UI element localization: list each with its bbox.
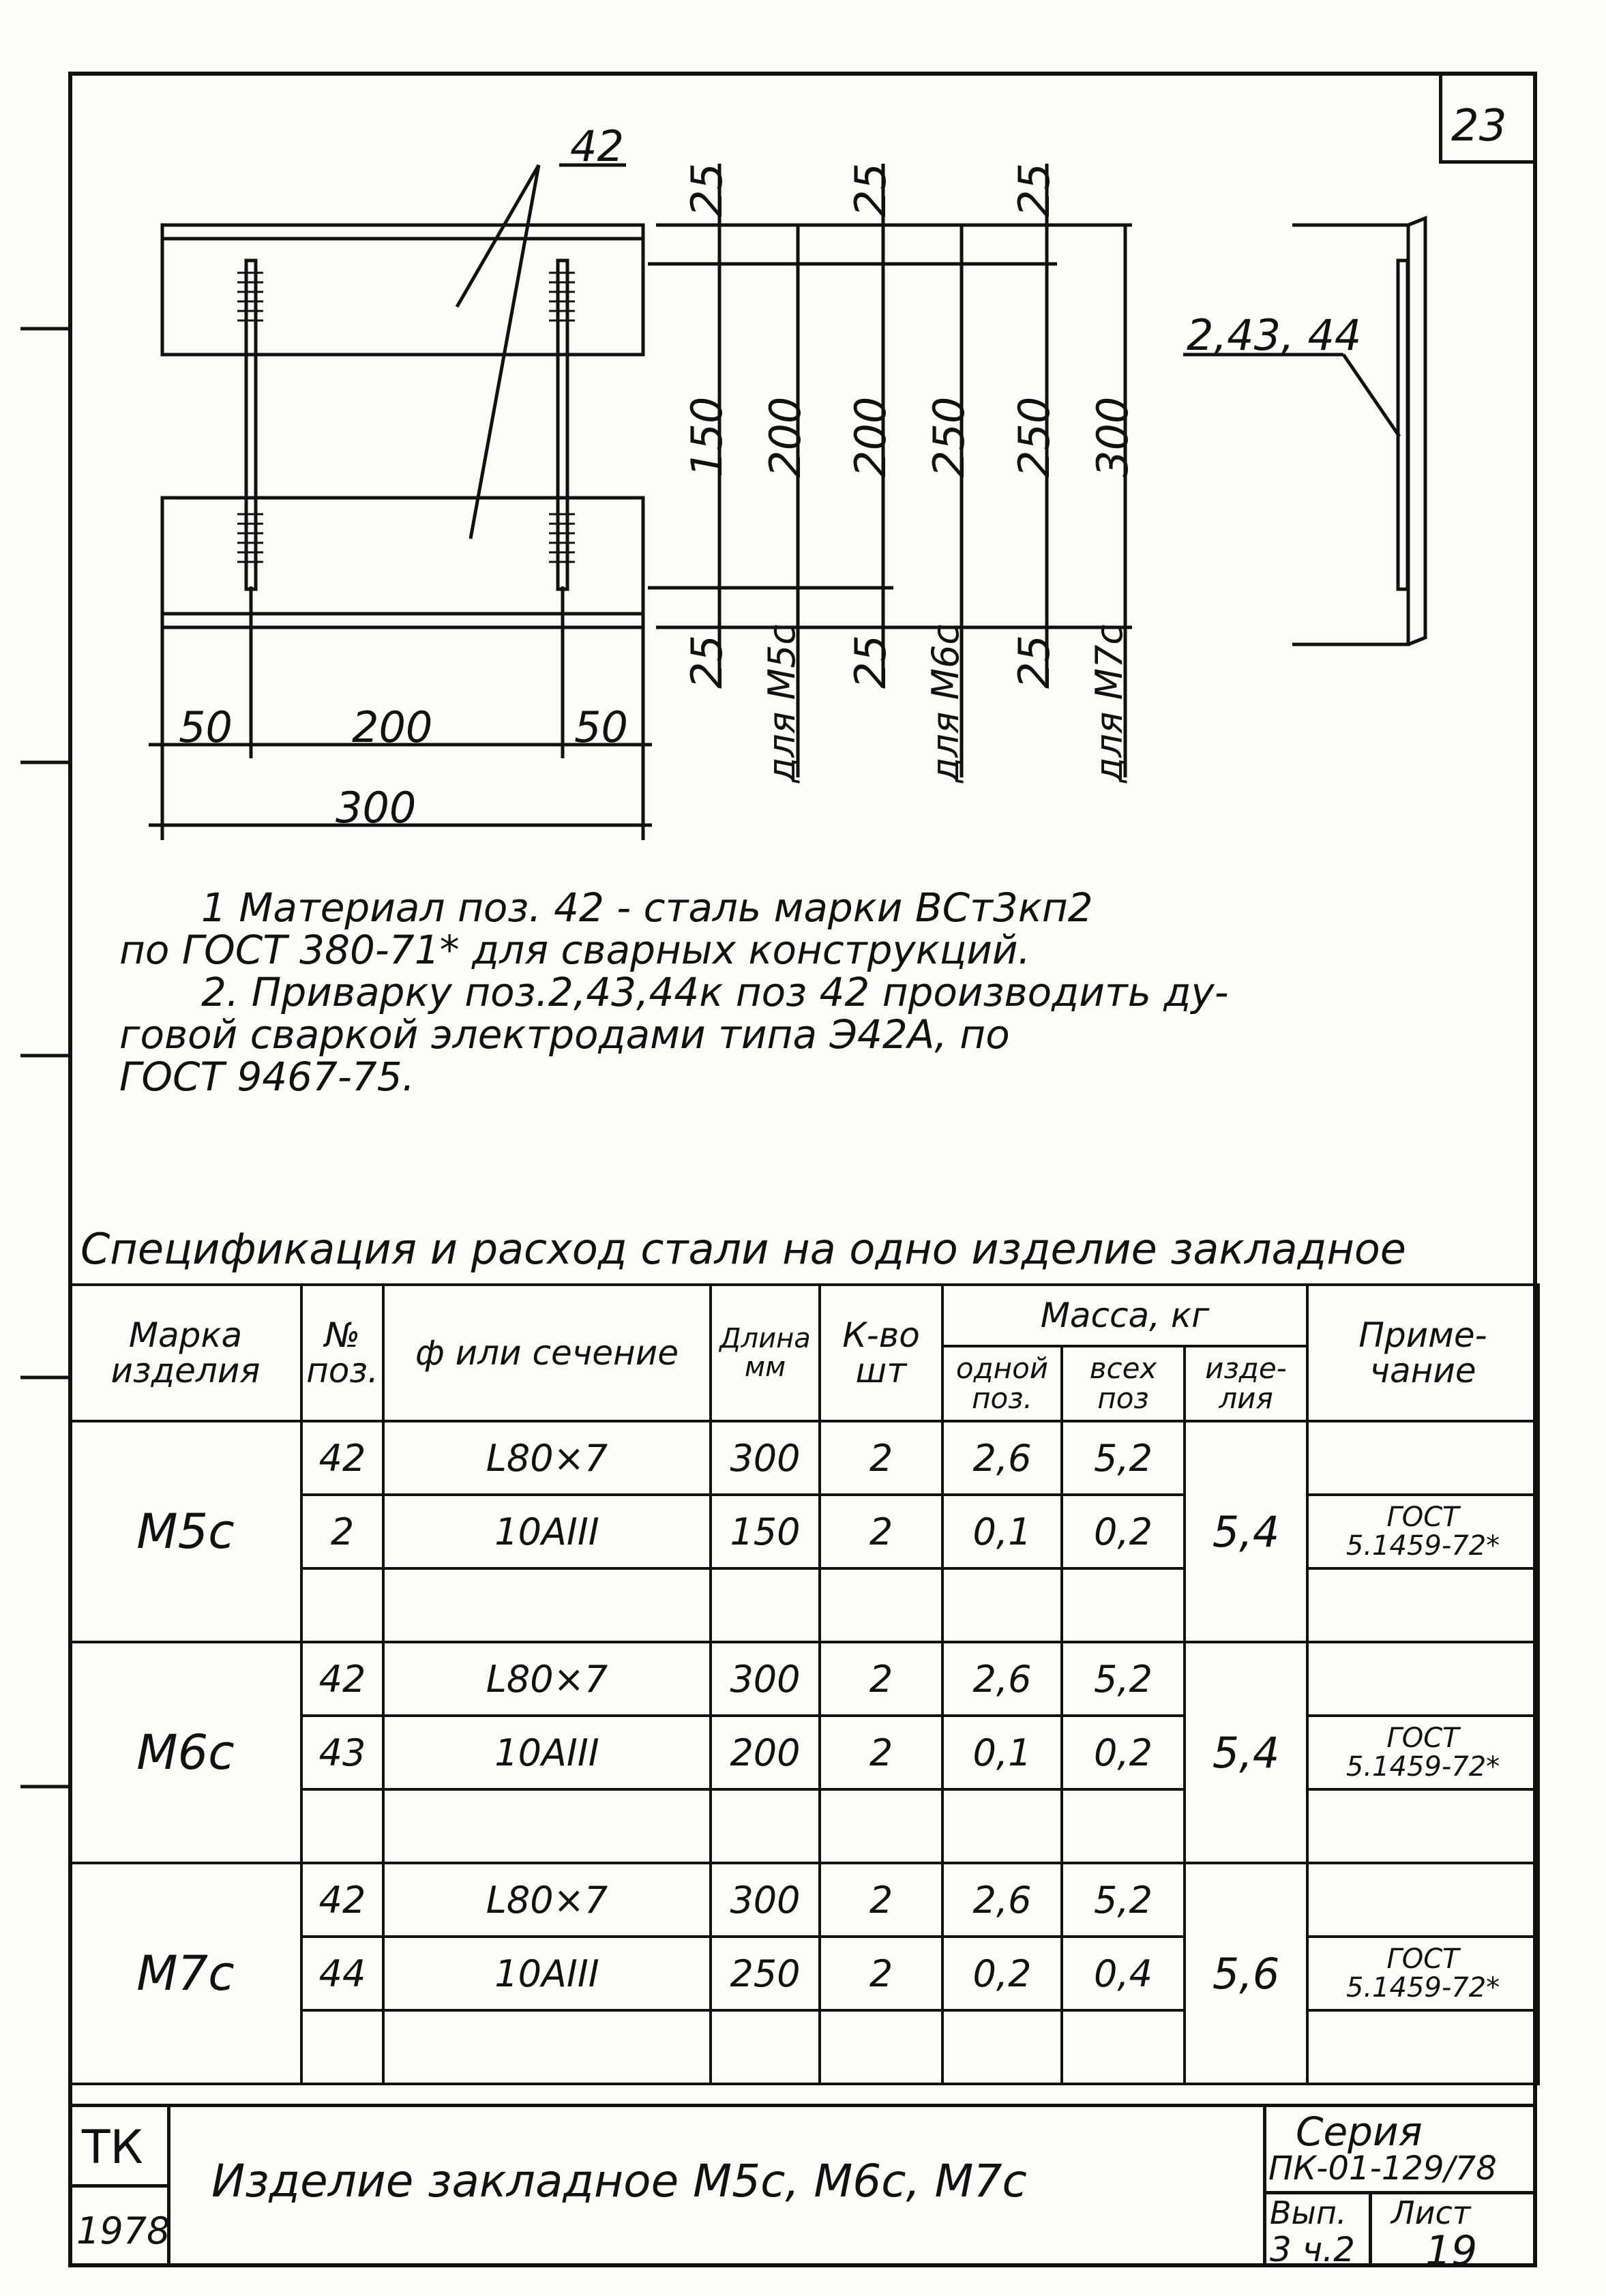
cell-length: 300 — [711, 1863, 820, 1937]
dim-200: 200 — [352, 702, 433, 752]
dim-25-bottom-1: 25 — [682, 635, 732, 689]
cell-pos: 2 — [301, 1495, 383, 1568]
cell-pos: 42 — [301, 1421, 383, 1495]
dim-50-right: 50 — [574, 702, 628, 752]
cell-section: L80×7 — [383, 1863, 711, 1937]
org-code: ТК — [82, 2121, 143, 2175]
cell-empty — [942, 1568, 1062, 1642]
document-title: Изделие закладное М5с, М6с, М7с — [211, 2155, 1027, 2207]
cell-empty — [1307, 2010, 1538, 2084]
cell-empty — [1062, 2010, 1185, 2084]
cell-qty: 2 — [820, 1716, 942, 1789]
dim-25-bottom-2: 25 — [846, 635, 895, 689]
dim-25-top-1: 25 — [682, 163, 732, 217]
cell-empty — [1307, 1568, 1538, 1642]
header-pos: № поз. — [301, 1285, 383, 1421]
cell-qty: 2 — [820, 1421, 942, 1495]
spec-table — [68, 1283, 1540, 2085]
cell-empty — [301, 1789, 383, 1863]
sheet-label: Лист — [1391, 2194, 1471, 2231]
dim-300-overall: 300 — [336, 783, 417, 833]
cell-empty — [1307, 1789, 1538, 1863]
note-gost: ГОСТ — [1386, 1943, 1459, 1975]
cell-qty: 2 — [820, 1863, 942, 1937]
label-for-m5c: для М5с — [760, 624, 803, 783]
series-value: ПК-01-129/78 — [1268, 2149, 1497, 2188]
header-mass-all: всех поз — [1062, 1346, 1185, 1421]
header-mass: Масса, кг — [942, 1285, 1307, 1346]
cell-mass-all: 0,4 — [1062, 1937, 1185, 2010]
cell-empty — [711, 1568, 820, 1642]
note-gost-number: 5.1459-72* — [1345, 1530, 1500, 1562]
cell-note-empty — [1307, 1421, 1538, 1495]
cell-length: 250 — [711, 1937, 820, 2010]
header-qty: К-во шт — [820, 1285, 942, 1421]
cell-mass-one: 2,6 — [942, 1863, 1062, 1937]
cell-pos: 42 — [301, 1642, 383, 1716]
cell-mass-all: 0,2 — [1062, 1716, 1185, 1789]
cell-mass-one: 2,6 — [942, 1421, 1062, 1495]
cell-section: 10AIII — [383, 1716, 711, 1789]
cell-empty — [1062, 1568, 1185, 1642]
cell-pos: 43 — [301, 1716, 383, 1789]
dim-300: 300 — [1088, 396, 1137, 477]
cell-empty — [383, 2010, 711, 2084]
cell-empty — [820, 1789, 942, 1863]
cell-mass-one: 2,6 — [942, 1642, 1062, 1716]
leader-label-42: 42 — [570, 121, 624, 171]
cell-mass-all: 5,2 — [1062, 1863, 1185, 1937]
top-angle-plate — [162, 225, 643, 355]
issue-label: Вып. — [1270, 2194, 1347, 2231]
cell-mass-one: 0,1 — [942, 1495, 1062, 1568]
cell-note — [1307, 1716, 1538, 1789]
notes-block — [119, 886, 1517, 1098]
title-block — [68, 2104, 1537, 2275]
cell-mass-item: 5,6 — [1185, 1863, 1307, 2084]
cell-pos: 44 — [301, 1937, 383, 2010]
cell-length: 300 — [711, 1642, 820, 1716]
cell-empty — [820, 1568, 942, 1642]
cell-qty: 2 — [820, 1642, 942, 1716]
cell-empty — [301, 2010, 383, 2084]
header-note: Приме- чание — [1307, 1285, 1538, 1421]
cell-empty — [301, 1568, 383, 1642]
dim-150: 150 — [682, 396, 732, 477]
cell-mass-item: 5,4 — [1185, 1421, 1307, 1642]
cell-empty — [820, 2010, 942, 2084]
cell-note-empty — [1307, 1642, 1538, 1716]
header-mass-item: изде- лия — [1185, 1346, 1307, 1421]
dim-200-b: 200 — [846, 396, 895, 477]
cell-empty — [942, 1789, 1062, 1863]
label-for-m7c: для М7с — [1088, 624, 1131, 783]
cell-empty — [711, 2010, 820, 2084]
cell-pos: 42 — [301, 1863, 383, 1937]
cell-empty — [1062, 1789, 1185, 1863]
series-label: Серия — [1296, 2108, 1423, 2155]
mark-m7c: М7с — [70, 1863, 301, 2084]
label-for-m6c: для М6с — [924, 624, 967, 783]
cell-qty: 2 — [820, 1495, 942, 1568]
header-length: Длина мм — [711, 1285, 820, 1421]
cell-length: 300 — [711, 1421, 820, 1495]
rebar-right — [558, 260, 567, 589]
cell-section: 10AIII — [383, 1937, 711, 2010]
leader-label-section: 2,43, 44 — [1187, 310, 1362, 360]
note-line: по ГОСТ 380-71* для сварных конструкций. — [119, 927, 1031, 973]
dim-25-bottom-3: 25 — [1009, 635, 1059, 689]
header-section: ф или сечение — [383, 1285, 711, 1421]
cell-section: 10AIII — [383, 1495, 711, 1568]
note-gost: ГОСТ — [1386, 1723, 1459, 1754]
dim-25-top-3: 25 — [1009, 163, 1059, 217]
note-line: ГОСТ 9467-75. — [119, 1054, 415, 1100]
cell-qty: 2 — [820, 1937, 942, 2010]
cell-empty — [711, 1789, 820, 1863]
cell-section: L80×7 — [383, 1642, 711, 1716]
note-gost: ГОСТ — [1386, 1502, 1459, 1533]
cell-empty — [383, 1789, 711, 1863]
cell-section: L80×7 — [383, 1421, 711, 1495]
issue-value: 3 ч.2 — [1270, 2230, 1355, 2269]
dim-250-b: 250 — [1009, 396, 1059, 477]
cell-mass-all: 5,2 — [1062, 1421, 1185, 1495]
cell-note-empty — [1307, 1863, 1538, 1937]
dim-50-left: 50 — [179, 702, 233, 752]
cell-mass-all: 0,2 — [1062, 1495, 1185, 1568]
sheet-number: 23 — [1451, 101, 1507, 151]
dim-25-top-2: 25 — [846, 163, 895, 217]
cell-mass-one: 0,2 — [942, 1937, 1062, 2010]
dim-250-a: 250 — [924, 396, 974, 477]
note-gost-number: 5.1459-72* — [1345, 1972, 1500, 2003]
cell-mass-item: 5,4 — [1185, 1642, 1307, 1863]
mark-m5c: М5с — [70, 1421, 301, 1642]
header-mass-one: одной поз. — [942, 1346, 1062, 1421]
rebar-left — [246, 260, 256, 589]
spec-caption: Спецификация и расход стали на одно изделие закладное — [80, 1224, 1406, 1274]
note-line: 1 Материал поз. 42 - сталь марки ВСт3кп2 — [201, 884, 1093, 931]
year: 1978 — [76, 2209, 170, 2252]
dim-200-a: 200 — [760, 396, 810, 477]
mark-m6c: М6с — [70, 1642, 301, 1863]
cell-empty — [383, 1568, 711, 1642]
cell-mass-all: 5,2 — [1062, 1642, 1185, 1716]
cell-note — [1307, 1495, 1538, 1568]
cell-mass-one: 0,1 — [942, 1716, 1062, 1789]
header-mark: Марка изделия — [70, 1285, 301, 1421]
note-line: 2. Приварку поз.2,43,44к поз 42 производить ду- — [201, 969, 1229, 1015]
note-gost-number: 5.1459-72* — [1345, 1751, 1500, 1783]
sheet-value: 19 — [1425, 2227, 1478, 2275]
cell-length: 200 — [711, 1716, 820, 1789]
note-line: говой сваркой электродами типа Э42А, по — [119, 1011, 1010, 1058]
cell-length: 150 — [711, 1495, 820, 1568]
cell-note — [1307, 1937, 1538, 2010]
cell-empty — [942, 2010, 1062, 2084]
